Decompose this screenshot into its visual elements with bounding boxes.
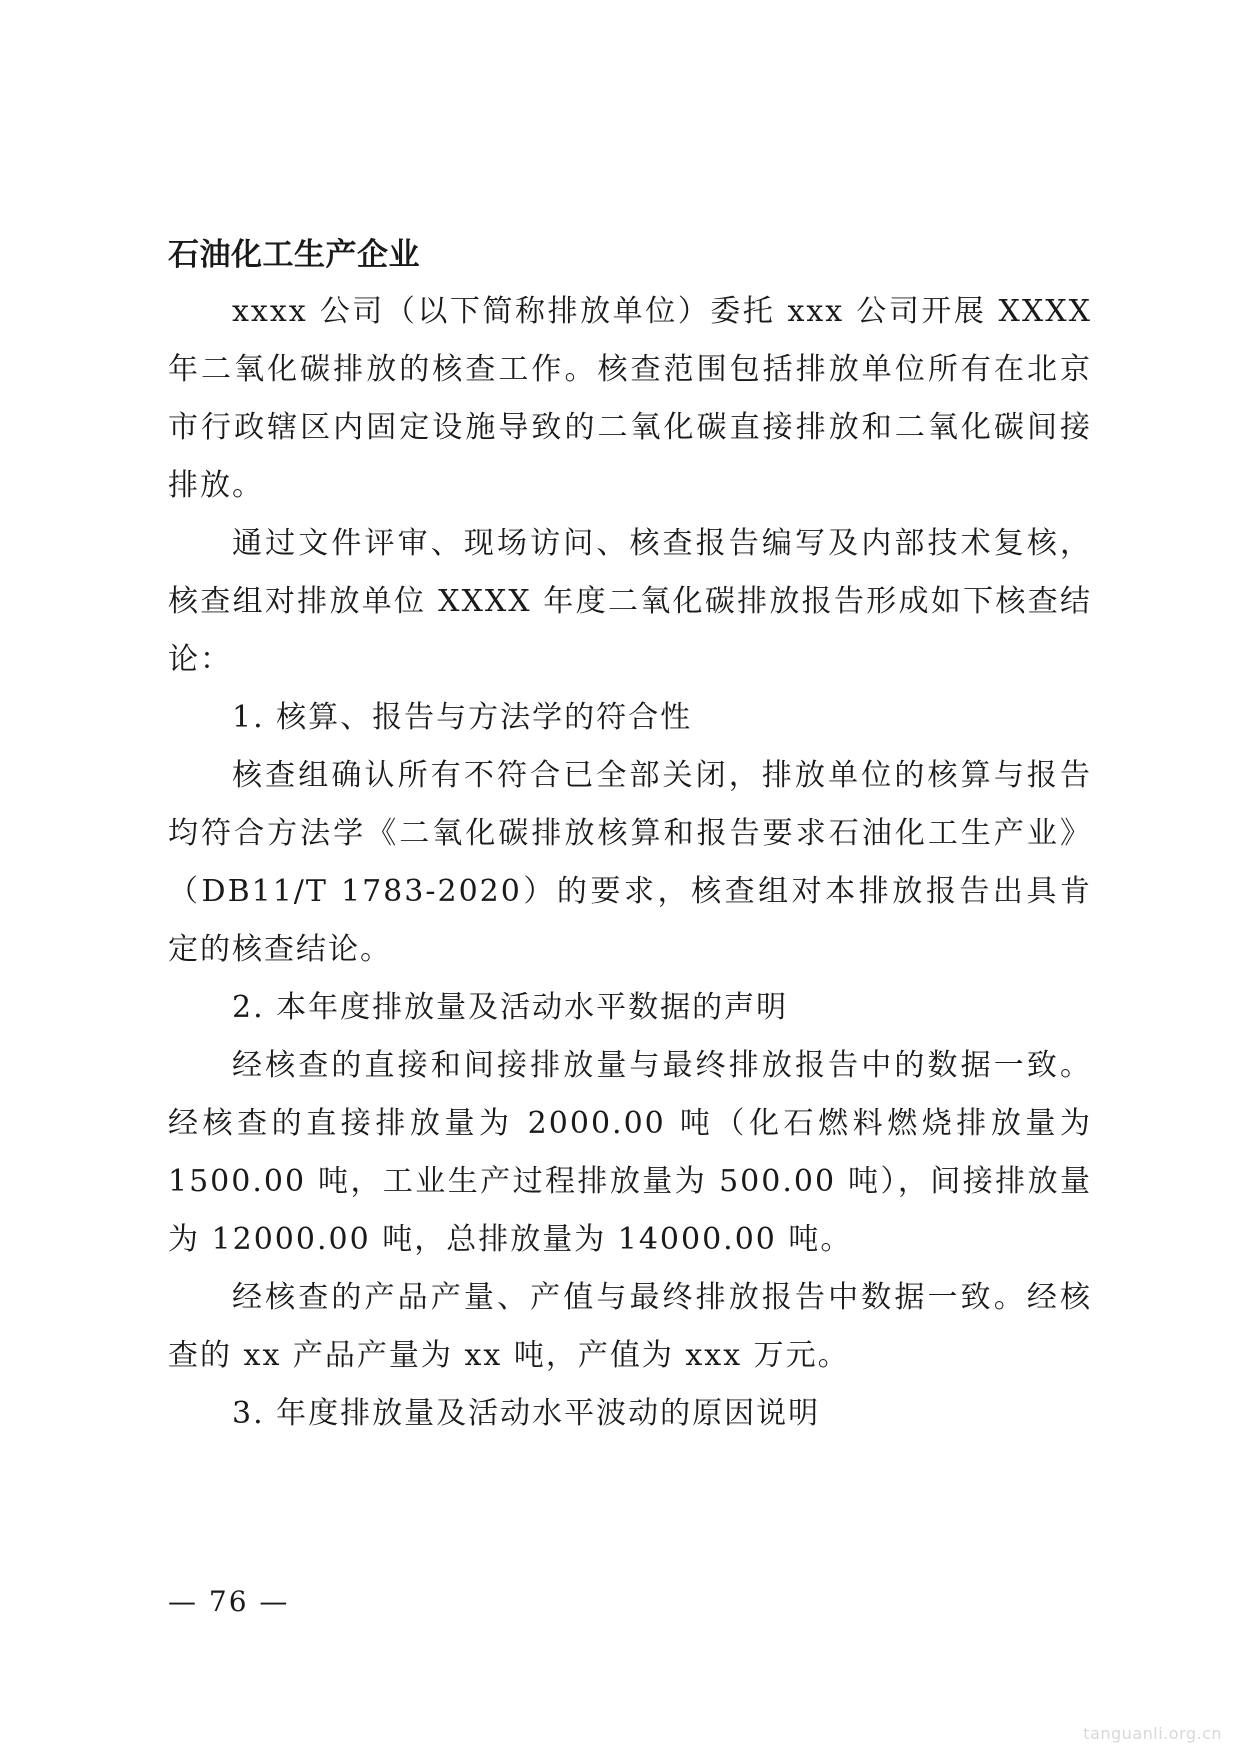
subheading-fluctuation-reasons: 3. 年度排放量及活动水平波动的原因说明	[232, 1396, 821, 1431]
paragraph-emissions-statement: 经核查的直接和间接排放量与最终排放报告中的数据一致。经核查的直接排放量为 2000.00 吨（化石燃料燃烧排放量为 1500.00 吨，工业生产过程排放量为 500.00 吨），间接排放量为 12000.00 吨，总排放量为 14000.00 吨。	[168, 1048, 1092, 1257]
document-body	[168, 228, 1092, 1443]
page-number: — 76 —	[168, 1585, 290, 1618]
paragraph-verification-process: 通过文件评审、现场访问、核查报告编写及内部技术复核，核查组对排放单位 XXXX 年度二氧化碳排放报告形成如下核查结论：	[168, 526, 1092, 677]
paragraph-production-statement: 经核查的产品产量、产值与最终排放报告中数据一致。经核查的 xx 产品产量为 xx 吨，产值为 xxx 万元。	[168, 1280, 1092, 1373]
paragraph-verification-scope: xxxx 公司（以下简称排放单位）委托 xxx 公司开展 XXXX 年二氧化碳排放的核查工作。核查范围包括排放单位所有在北京市行政辖区内固定设施导致的二氧化碳直接排放和二氧化碳间接排放。	[168, 294, 1092, 503]
watermark: tanguanli.org.cn	[1083, 1724, 1222, 1743]
paragraph-compliance: 核查组确认所有不符合已全部关闭，排放单位的核算与报告均符合方法学《二氧化碳排放核算和报告要求石油化工生产业》（DB11/T 1783-2020）的要求，核查组对本排放报告出具肯定的核查结论。	[168, 758, 1092, 967]
section-heading: 石油化工生产企业	[168, 237, 420, 273]
subheading-emissions-statement: 2. 本年度排放量及活动水平数据的声明	[232, 990, 789, 1025]
subheading-compliance: 1. 核算、报告与方法学的符合性	[232, 700, 693, 735]
